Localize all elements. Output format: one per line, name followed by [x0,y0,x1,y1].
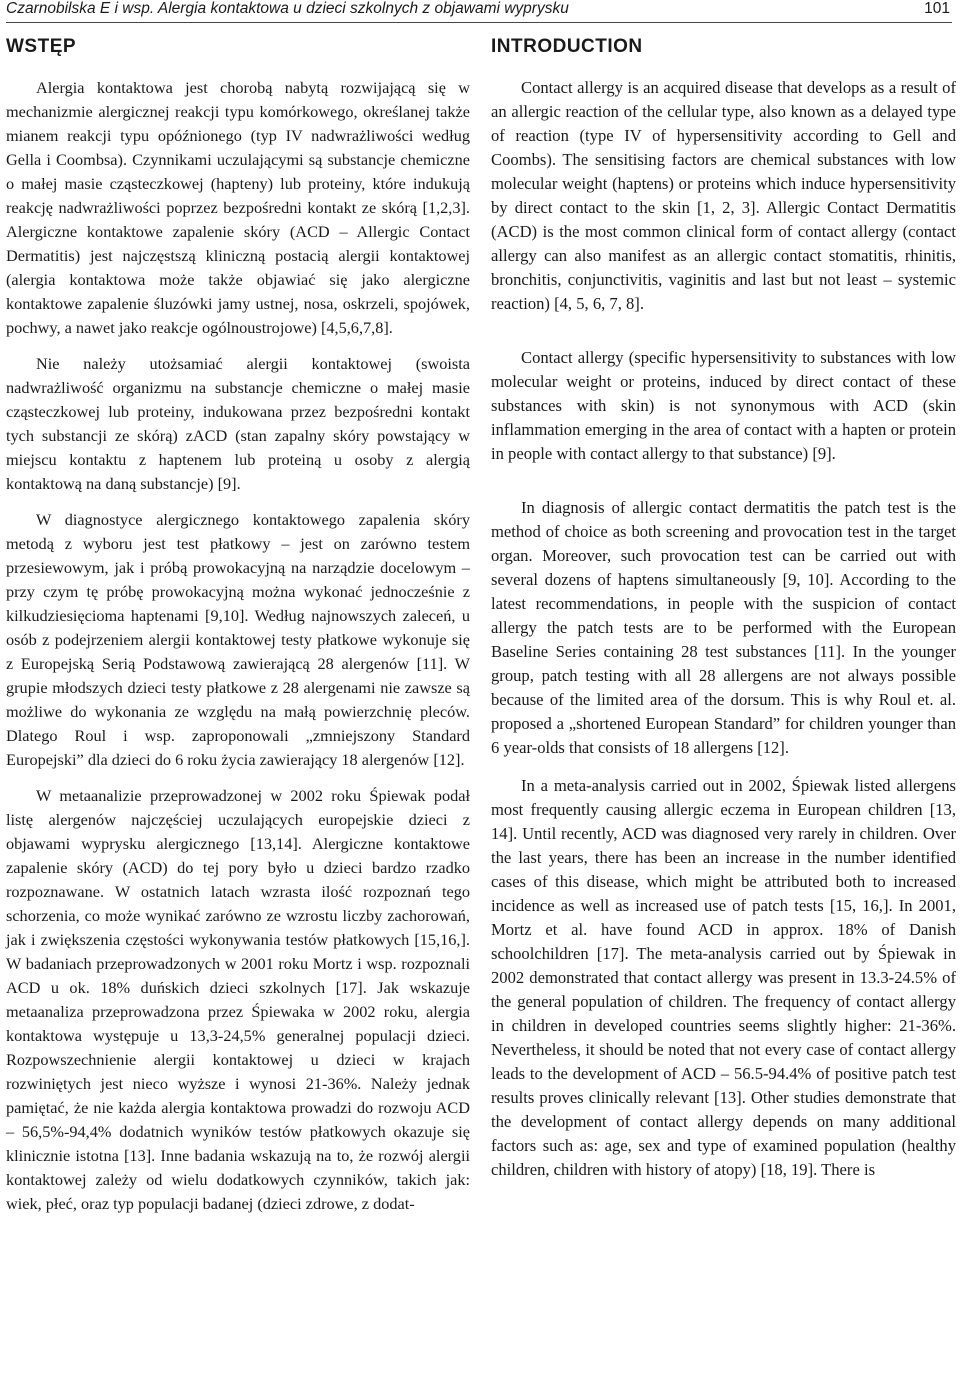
body-paragraph: Contact allergy (specific hypersensitivity to substances with low molecular weight or proteins, induced by direct contact of these substances with skin) is not synonymous with ACD (skin inflammation emerging in the area of contact with a hapten or protein in people with contact allergy to that substance) [9]. [491,348,956,463]
body-paragraph: In a meta-analysis carried out in 2002, Śpiewak listed allergens most frequently causing allergic eczema in European children [13, 14]. Until recently, ACD was diagnosed very rarely in children. Over the last years, there has been an increase in the number identified cases of this disease, which might be attributed both to increased incidence as well as increased use of patch tests [15, 16,]. In 2001, Mortz et al. have found ACD in approx. 18% of Danish schoolchildren [17]. The meta-analysis carried out by Śpiewak in 2002 demonstrated that contact allergy was present in 13.3-24.5% of the general population of children. The frequency of contact allergy in children in developed countries seems slightly higher: 21-36%. Nevertheless, it should be noted that not every case of contact allergy leads to the development of ACD – 56.5-94.4% of positive patch test results proves clinically relevant [13]. Other studies demonstrate that the development of contact allergy depends on many additional factors such as: age, sex and type of examined population (healthy children, children with history of atopy) [18, 19]. There is [491,776,956,1179]
page-number: 101 [924,0,950,17]
body-paragraph: W diagnostyce alergicznego kontaktowego zapalenia skóry metodą z wyboru jest test płatkowy – jest on zarówno testem przesiewowym, jak i próbą prowokacyjną na narządzie docelowym – przy czym tę próbę prowokacyjną można wykonać jednocześnie z kilkudziesięcioma haptenami [9,10]. Według najnowszych zaleceń, u osób z podejrzeniem alergii kontaktowej testy płatkowe wykonuje się z Europejską Serią Podstawową zawierającą 28 alergenów [11]. W grupie młodszych dzieci testy płatkowe z 28 alergenami nie zawsze są możliwe do wykonania ze względu na małą powierzchnię pleców. Dlatego Roul i wsp. zaproponowali „zmniejszony Standard Europejski” dla dzieci do 6 roku życia zawierający 18 alergenów [12]. [6,510,470,769]
body-paragraph: Nie należy utożsamiać alergii kontaktowej (swoista nadwrażliwość organizmu na substancje chemiczne o małej masie cząsteczkowej lub proteiny, indukowana przez bezpośredni kontakt tych substancji ze skórą) zACD (stan zapalny skóry powstający w miejscu kontaktu z haptenem lub proteiną u osoby z alergią kontaktową na daną substancje) [9]. [6,354,470,493]
section-heading-introduction: INTRODUCTION [491,36,643,57]
body-paragraph: W metaanalizie przeprowadzonej w 2002 roku Śpiewak podał listę alergenów najczęściej uczulających europejskie dzieci z objawami wyprysku alergicznego [13,14]. Alergiczne kontaktowe zapalenie skóry (ACD) do tej pory było u dzieci bardzo rzadko rozpoznawane. W ostatnich latach wzrasta ilość rozpoznań tego schorzenia, co może wynikać zarówno ze wzrostu liczby zachorowań, jak i zwiększenia częstości wykonywania testów płatkowych [15,16,]. W badaniach przeprowadzonych w 2001 roku Mortz i wsp. rozpoznali ACD u ok. 18% duńskich dzieci szkolnych [17]. Jak wskazuje metaanaliza przeprowadzona przez Śpiewaka w 2002 roku, alergia kontaktowa występuje u 13,3-24,5% generalnej populacji dzieci. Rozpowszechnienie alergii kontaktowej u dzieci w krajach rozwiniętych jest nieco wyższe i wynosi 21-36%. Należy jednak pamiętać, że nie każda alergia kontaktowa prowadzi do rozwoju ACD – 56,5%-94,4% dodatnich wyników testów płatkowych okazuje się klinicznie istotna [13]. Inne badania wskazują na to, że rozwój alergii kontaktowej zależy od wielu dodatkowych czynników, takich jak: wiek, płeć, oraz typ populacji badanej (dzieci zdrowe, z dodat- [6,786,470,1213]
english-column [491,36,956,1182]
running-title: Czarnobilska E i wsp. Alergia kontaktowa u dzieci szkolnych z objawami wyprysku [6,0,569,17]
body-paragraph: Contact allergy is an acquired disease that develops as a result of an allergic reaction of the cellular type, also known as a delayed type of reaction (type IV of hypersensitivity according to Gell and Coombs). The sensitising factors are chemical substances with low molecular weight (haptens) or proteins which induce hypersensitivity by direct contact to the skin [1, 2, 3]. Allergic Contact Dermatitis (ACD) is the most common clinical form of contact allergy (contact allergy can also manifest as an allergic contact stomatitis, rhinitis, bronchitis, conjunctivitis, vaginitis and last but not least – systemic reaction) [4, 5, 6, 7, 8]. [491,78,956,313]
section-heading-wstep: WSTĘP [6,36,77,57]
body-paragraph: Alergia kontaktowa jest chorobą nabytą rozwijającą się w mechanizmie alergicznej reakcji typu komórkowego, określanej także mianem reakcji typu opóźnionego (typ IV nadwrażliwości według Gella i Coombsa). Czynnikami uczulającymi są substancje chemiczne o małej masie cząsteczkowej (hapteny) lub proteiny, które indukują reakcję nadwrażliwości poprzez bezpośredni kontakt ze skórą [1,2,3]. Alergiczne kontaktowe zapalenie skóry (ACD – Allergic Contact Dermatitis) jest najczęstszą kliniczną postacią alergii kontaktowej (alergia kontaktowa może także objawiać się jako alergiczne kontaktowe zapalenie śluzówki jamy ustnej, nosa, oskrzeli, spojówek, pochwy, a nawet jako reakcje ogólnoustrojowe) [4,5,6,7,8]. [6,78,470,337]
running-header [6,0,952,23]
polish-column [6,36,470,1216]
body-paragraph: In diagnosis of allergic contact dermatitis the patch test is the method of choice as both screening and provocation test in the target organ. Moreover, such provocation test can be carried out with several dozens of haptens simultaneously [9, 10]. According to the latest recommendations, in people with the suspicion of contact allergy the patch tests are to be performed with the European Baseline Series containing 28 test substances [11]. In the younger group, patch testing with all 28 allergens are not always possible because of the limited area of the dorsum. This is why Roul et. al. proposed a „shortened European Standard” for children younger than 6 year-olds that consists of 18 allergens [12]. [491,498,956,757]
